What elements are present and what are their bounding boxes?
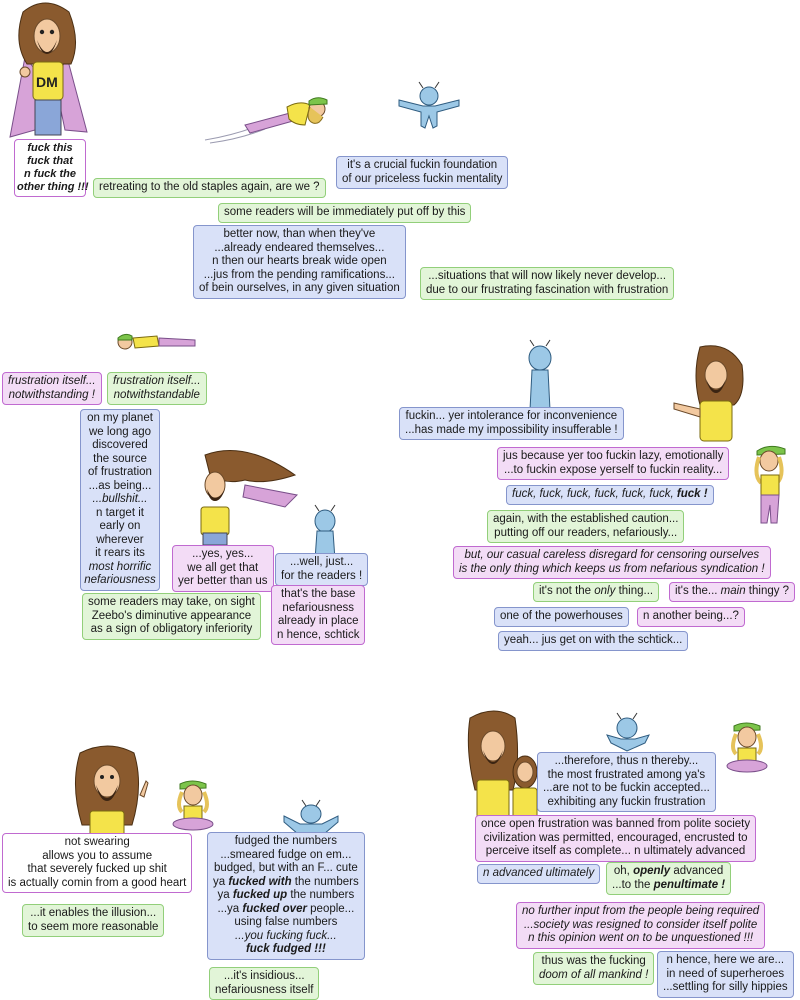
bubble-line: already in place — [277, 615, 359, 627]
bubble-line: retreating to the old staples again, are we ? — [99, 181, 320, 193]
speech-bubble-b7 — [657, 951, 794, 998]
bubble-line: yer better than us — [178, 575, 268, 587]
bubble-text: one of the powerhouses — [500, 610, 623, 622]
bearded-man-figure — [60, 745, 155, 840]
bubble-line: ...you fucking fuck... — [235, 929, 337, 942]
bubble-line: fuckin... yer intolerance for inconvenience — [405, 410, 618, 422]
bubble-line: n hence, here we are... — [666, 954, 785, 966]
bubble-text: ...to the — [612, 878, 654, 891]
bubble-text: the numbers — [287, 889, 355, 901]
bubble-line: the source — [93, 452, 147, 465]
bubble-line: ...are not to be fuckin accepted... — [543, 782, 710, 794]
bubble-line: for the readers ! — [281, 569, 363, 582]
bubble-line: we all get that — [187, 561, 259, 574]
alien-zeebo-figure — [520, 340, 560, 412]
bubble-text: the numbers — [291, 875, 359, 888]
bubble-line: n this opinion went on to be unquestioned !!! — [528, 932, 754, 944]
speech-bubble-b4 — [487, 510, 684, 543]
speech-bubble-b6 — [533, 952, 654, 985]
speech-bubble-b6 — [533, 582, 659, 602]
speech-bubble-b3 — [477, 864, 600, 884]
speech-bubble-b1 — [93, 178, 326, 198]
bubble-line: ...jus from the pending ramifications... — [203, 268, 395, 281]
speech-bubble-b6 — [82, 593, 261, 640]
bubble-line: we long ago — [88, 425, 152, 438]
speech-bubble-b1 — [2, 833, 192, 893]
bubble-line: no further input from the people being required — [522, 905, 760, 917]
bubble-line: ...situations that will now likely never develop... — [428, 270, 667, 282]
speech-bubble-b5 — [516, 902, 765, 949]
bubble-line: n hence, schtick — [277, 628, 360, 641]
speech-bubble-b4 — [606, 862, 731, 895]
bubble-line: the most frustrated among ya's — [547, 768, 706, 781]
bubble-text: fuck, fuck, fuck, fuck, fuck, fuck, — [512, 488, 677, 500]
bubble-line: ...settling for silly hippies — [663, 981, 788, 993]
speech-bubble-b2 — [107, 372, 207, 405]
speech-bubble-b7 — [271, 585, 365, 645]
caption-line: other thing !!! — [17, 181, 89, 193]
windblown-man-figure — [185, 445, 300, 545]
speech-bubble-b5 — [420, 267, 674, 300]
bubble-line: some readers may take, on sight — [88, 596, 255, 608]
bubble-line: ...it's insidious... — [223, 970, 305, 982]
floating-hippie-figure — [115, 330, 200, 355]
bubble-em-text: fucked with — [228, 875, 292, 888]
sitting-hippie-figure — [168, 780, 218, 835]
speech-bubble-b8 — [494, 607, 629, 627]
levitating-hippie-figure — [745, 445, 795, 530]
speech-bubble-b7 — [669, 582, 795, 602]
bubble-line: discovered — [92, 439, 148, 451]
speech-bubble-b3 — [80, 409, 160, 591]
bubble-line: doom of all mankind ! — [539, 968, 649, 981]
bubble-line: Zeebo's diminutive appearance — [91, 609, 252, 622]
bubble-line: nefariousness — [84, 574, 156, 586]
bubble-line: putting off our readers, nefariously... — [494, 526, 678, 539]
bubble-line: nefariousness — [282, 601, 355, 614]
bubble-em-text: fucked over — [242, 902, 307, 915]
bubble-line: ...already endeared themselves... — [214, 241, 385, 254]
bubble-text: ya — [213, 875, 229, 888]
speech-bubble-b4 — [193, 225, 406, 299]
bubble-line: it's a crucial fuckin foundation — [347, 159, 498, 171]
caption-line: fuck that — [27, 155, 73, 167]
bubble-line: ...to fuckin expose yerself to fuckin reality... — [503, 463, 723, 476]
bubble-line: once open frustration was banned from polite society — [481, 818, 751, 830]
bubble-line: allows you to assume — [42, 849, 153, 862]
bubble-line: to seem more reasonable — [28, 920, 159, 933]
alien-zeebo-figure — [395, 82, 465, 132]
bubble-line: civilization was permitted, encouraged, encrusted to — [483, 831, 748, 844]
bubble-line: that's the base — [281, 588, 356, 600]
bubble-line: on my planet — [87, 412, 153, 424]
bubble-line: ...bullshit... — [92, 493, 148, 505]
bubble-em-text: only — [594, 585, 616, 597]
pointing-man-figure — [670, 345, 750, 445]
bubble-line: n target it — [96, 506, 144, 519]
bubble-line: ...well, just... — [289, 556, 354, 568]
bubble-line: of frustration — [88, 466, 152, 478]
bubble-line: ...society was resigned to consider itself polite — [523, 918, 758, 931]
bubble-line: frustration itself... — [113, 375, 201, 387]
bubble-line: in need of superheroes — [666, 967, 785, 980]
bubble-text: n another being...? — [643, 610, 739, 622]
hero-dm-figure — [5, 2, 95, 147]
bubble-line: as a sign of obligatory inferiority — [90, 623, 253, 635]
bubble-text: ...ya — [217, 902, 243, 915]
bubble-line: is actually comin from a good heart — [8, 876, 187, 889]
svg-text:DM: DM — [36, 74, 58, 90]
bubble-line: ...yes, yes... — [192, 548, 254, 560]
speech-bubble-b2 — [475, 815, 756, 862]
bubble-line: that severely fucked up shit — [27, 863, 167, 875]
bubble-line: notwithstanding ! — [8, 388, 95, 401]
bubble-text: it's the... — [675, 585, 721, 597]
bubble-line: early on — [99, 520, 141, 532]
bubble-line: better now, than when they've — [223, 228, 376, 240]
bubble-line: ...smeared fudge on em... — [220, 848, 352, 861]
caption-box — [14, 139, 89, 197]
bubble-em-text: openly — [633, 865, 671, 877]
bubble-line: notwithstandable — [113, 388, 200, 401]
speech-bubble-b3 — [207, 832, 365, 960]
bubble-line: ...as being... — [88, 479, 152, 492]
bubble-text: yeah... jus get on with the schtick... — [504, 634, 683, 646]
bubble-line: ...therefore, thus n thereby... — [554, 755, 699, 767]
bubble-line: exhibiting any fuckin frustration — [547, 795, 706, 808]
bubble-em-text: fucked up — [232, 889, 288, 901]
bubble-em-text: penultimate ! — [653, 878, 726, 891]
bubble-line: but, our casual careless disregard for censoring ourselves — [464, 549, 760, 561]
bubble-line: of bein ourselves, in any given situation — [199, 282, 400, 294]
speech-bubble-b9 — [637, 607, 745, 627]
speech-bubble-b4 — [209, 967, 319, 1000]
bubble-line: ...has made my impossibility insufferable ! — [405, 423, 618, 436]
speech-bubble-b2 — [497, 447, 729, 480]
bubble-text: people... — [306, 902, 355, 915]
bubble-line: budged, but with an F... cute — [213, 862, 358, 874]
bubble-line: fuck fudged !!! — [245, 943, 326, 955]
alien-zeebo-figure — [280, 800, 340, 835]
alien-zeebo-figure — [605, 713, 650, 753]
speech-bubble-b1 — [537, 752, 716, 812]
speech-bubble-b3 — [218, 203, 471, 223]
speech-bubble-b1 — [399, 407, 624, 440]
caption-line: n fuck the — [24, 168, 76, 180]
alien-zeebo-figure — [305, 505, 345, 560]
bubble-line: perceive itself as complete... n ultimately advanced — [485, 845, 746, 857]
bubble-line: thus was the fucking — [541, 955, 646, 967]
bubble-line: frustration itself... — [8, 375, 96, 387]
bubble-line: again, with the established caution... — [493, 513, 679, 525]
bubble-line: ...it enables the illusion... — [30, 907, 157, 919]
bubble-line: some readers will be immediately put off by this — [224, 206, 466, 218]
flying-hippie-figure — [205, 95, 340, 145]
bubble-text: advanced — [670, 865, 724, 877]
bubble-line: using false numbers — [234, 916, 338, 928]
bubble-bold-text: fuck ! — [676, 488, 708, 500]
bubble-em-text: main — [720, 585, 746, 597]
speech-bubble-b4 — [172, 545, 274, 592]
bubble-text: thing... — [615, 585, 654, 597]
bubble-line: due to our frustrating fascination with frustration — [426, 283, 669, 296]
bubble-line: of our priceless fuckin mentality — [342, 172, 503, 185]
speech-bubble-b2 — [22, 904, 164, 937]
caption-line: fuck this — [27, 142, 73, 154]
bubble-line: jus because yer too fuckin lazy, emotionally — [503, 450, 724, 462]
bubble-line: wherever — [96, 533, 144, 546]
speech-bubble-b2 — [336, 156, 508, 189]
speech-bubble-b5 — [275, 553, 368, 586]
bubble-line: is the only thing which keeps us from nefarious syndication ! — [459, 562, 765, 575]
bubble-line: most horrific — [88, 560, 152, 573]
bubble-line: nefariousness itself — [215, 983, 314, 996]
meditating-hippie-figure — [722, 722, 772, 777]
bubble-text: n advanced ultimately — [483, 867, 595, 879]
speech-bubble-b5 — [453, 546, 771, 579]
bubble-text: thingy ? — [745, 585, 790, 597]
bubble-text: oh, — [613, 865, 634, 877]
speech-bubble-b3 — [506, 485, 714, 505]
bubble-line: n then our hearts break wide open — [212, 255, 387, 267]
speech-bubble-b1 — [2, 372, 102, 405]
bubble-line: fudged the numbers — [234, 835, 338, 847]
speech-bubble-b10 — [498, 631, 688, 651]
bubble-line: not swearing — [64, 836, 130, 848]
bubble-line: it rears its — [95, 547, 145, 559]
bubble-text: it's not the — [539, 585, 595, 597]
bubble-text: ya — [217, 889, 233, 901]
